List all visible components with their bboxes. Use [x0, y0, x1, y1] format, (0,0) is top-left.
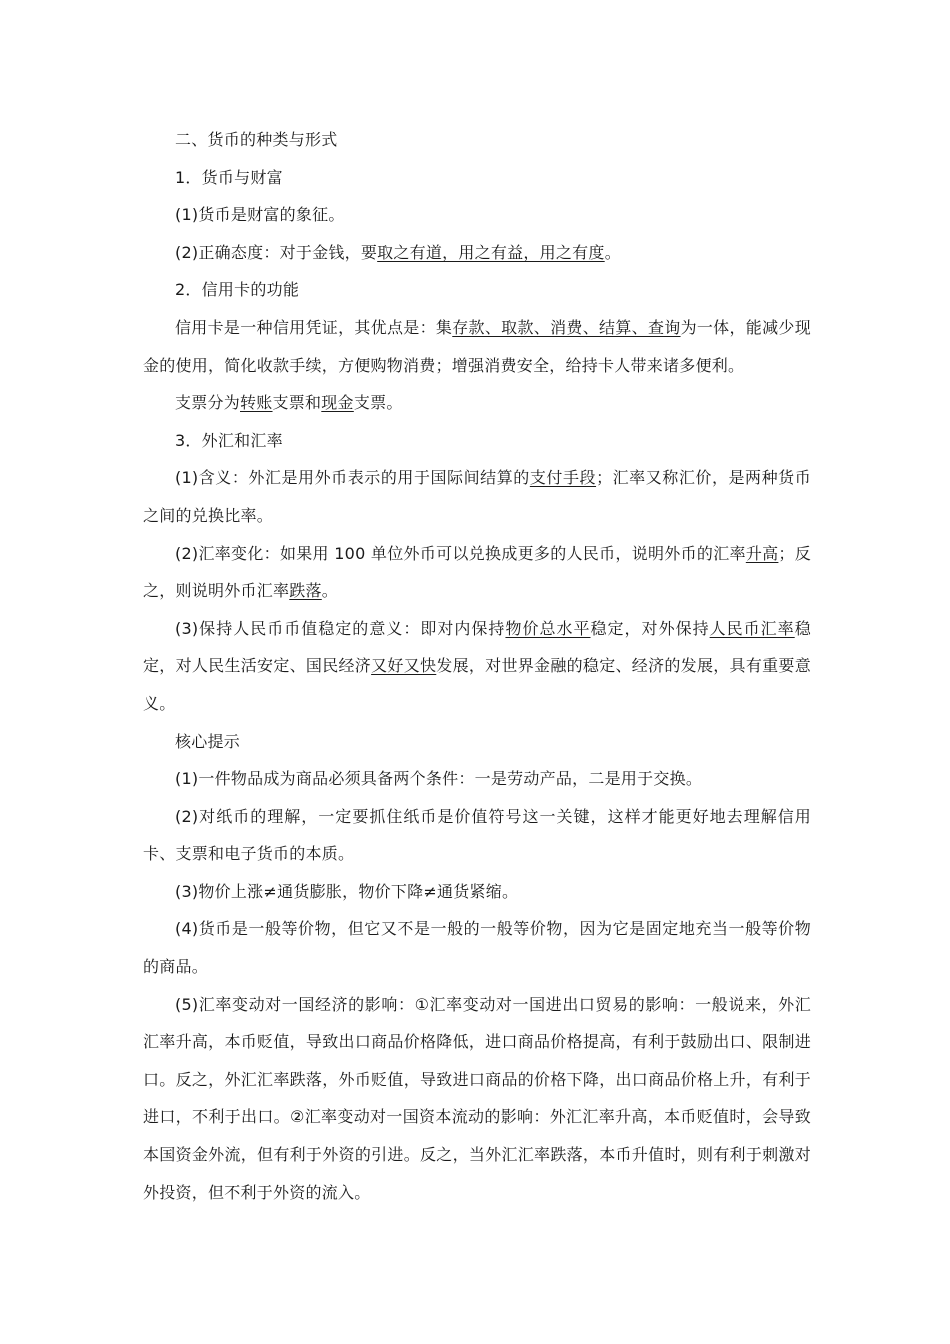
underlined-answer: 物价总水平 [505, 618, 591, 638]
text-run: (1)一件物品成为商品必须具备两个条件：一是劳动产品，二是用于交换。 [175, 769, 703, 789]
underlined-answer: 跌落 [289, 581, 322, 601]
text-run: 支票和 [272, 393, 322, 413]
text-run: 信用卡是一种信用凭证，其优点是：集 [175, 317, 453, 337]
text-run: (1)货币是财富的象征。 [175, 205, 345, 225]
paragraph [143, 610, 811, 723]
underlined-answer: 又好又快 [371, 656, 437, 676]
section-heading [143, 723, 811, 761]
text-run: ；汇率又称汇价，是两种货币之间的兑换比率。 [143, 468, 811, 525]
text-run: (5)汇率变动对一国经济的影响：①汇率变动对一国进出口贸易的影响：一般说来，外汇汇率升高，本币贬值，导致出口商品价格降低，进口商品价格提高，有利于鼓励出口、限制进口。反之，外汇汇率跌落，外币贬值，导致进口商品的价格下降，出口商品价格上升，有利于进口，不利于出口。②汇率变动对一国资本流动的影响：外汇汇率升高，本币贬值时，会导致本国资金外流，但有利于外资的引进。反之，当外汇汇率跌落，本币升值时，则有利于刺激对外投资，但不利于外资的流入。 [143, 994, 811, 1202]
text-run: 发展，对世界金融的稳定、经济的发展，具有重要意义。 [143, 656, 811, 713]
text-run: 。 [604, 242, 621, 262]
text-run: 稳定，对外保持 [590, 618, 710, 638]
paragraph [143, 196, 811, 234]
paragraph [143, 234, 811, 272]
text-run: (2)对纸币的理解，一定要抓住纸币是价值符号这一关键，这样才能更好地去理解信用卡、支票和电子货币的本质。 [143, 806, 811, 864]
section-heading [143, 121, 811, 159]
underlined-answer: 现金 [321, 393, 354, 413]
underlined-answer: 转账 [240, 393, 273, 413]
text-run: 稳定，对人民生活安定、国民经济 [143, 618, 811, 676]
text-run: 支票分为 [175, 393, 241, 413]
text-run: 3．外汇和汇率 [175, 430, 283, 450]
text-run: (2)汇率变化：如果用 100 单位外币可以兑换成更多的人民币，说明外币的汇率 [175, 543, 746, 563]
paragraph [143, 910, 811, 985]
text-run: (3)保持人民币币值稳定的意义：即对内保持 [175, 618, 506, 638]
subsection-heading [143, 422, 811, 460]
underlined-answer: 存款、取款、消费、结算、查询 [452, 317, 681, 337]
paragraph [143, 535, 811, 610]
text-run: (4)货币是一般等价物，但它又不是一般的一般等价物，因为它是固定地充当一般等价物的商品。 [143, 919, 811, 977]
text-run: ；反之，则说明外币汇率 [143, 543, 811, 601]
text-run: 核心提示 [175, 731, 241, 751]
paragraph [143, 459, 811, 534]
text-run: 1．货币与财富 [175, 167, 283, 187]
text-run: (2)正确态度：对于金钱，要 [175, 242, 378, 262]
paragraph [143, 760, 811, 798]
underlined-answer: 支付手段 [529, 468, 597, 488]
text-run: 2．信用卡的功能 [175, 280, 300, 300]
paragraph [143, 384, 811, 422]
text-run: (1)含义：外汇是用外币表示的用于国际间结算的 [175, 468, 530, 488]
text-run: 支票。 [353, 393, 403, 413]
paragraph [143, 798, 811, 873]
underlined-answer: 人民币汇率 [709, 618, 795, 638]
subsection-heading [143, 159, 811, 197]
document-body [143, 121, 811, 1211]
paragraph [143, 986, 811, 1212]
text-run: 。 [321, 581, 339, 601]
underlined-answer: 升高 [745, 543, 779, 563]
underlined-answer: 取之有道，用之有益，用之有度 [377, 242, 605, 262]
text-run: 为一体，能减少现金的使用，简化收款手续，方便购物消费；增强消费安全，给持卡人带来诸多便利。 [143, 317, 811, 375]
paragraph [143, 309, 811, 384]
text-run: (3)物价上涨≠通货膨胀，物价下降≠通货紧缩。 [175, 881, 519, 901]
paragraph [143, 873, 811, 911]
subsection-heading [143, 271, 811, 309]
text-run: 二、货币的种类与形式 [175, 130, 338, 149]
